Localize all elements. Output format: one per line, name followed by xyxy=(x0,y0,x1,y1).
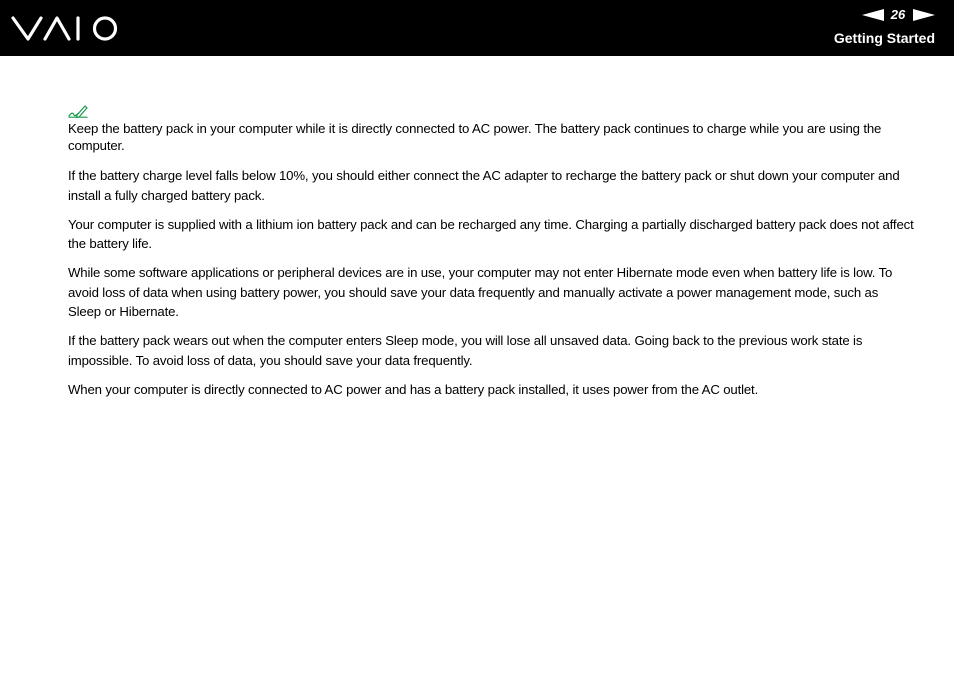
section-title: Getting Started xyxy=(833,30,935,46)
page-body xyxy=(68,104,914,409)
body-paragraph: Your computer is supplied with a lithium ion battery pack and can be recharged any time. Charging a partially discharged battery pack does not affect the battery life. xyxy=(68,216,914,251)
body-paragraph: If the battery pack wears out when the computer enters Sleep mode, you will lose all unsaved data. Going back to the previous work state is impossible. To avoid loss of data, you should save your data frequently. xyxy=(68,333,863,368)
note-paragraph: Keep the battery pack in your computer while it is directly connected to AC power. The battery pack continues to charge while you are using the computer. xyxy=(68,121,882,153)
body-paragraph: When your computer is directly connected to AC power and has a battery pack installed, it uses power from the AC outlet. xyxy=(68,381,759,397)
page-number: 26 xyxy=(890,7,906,22)
note-pen-icon xyxy=(68,104,88,118)
body-paragraph: If the battery charge level falls below 10%, you should either connect the AC adapter to recharge the battery pack or shut down your computer and install a fully charged battery pack. xyxy=(68,168,900,203)
arrow-right-icon[interactable] xyxy=(913,9,935,21)
arrow-left-icon[interactable] xyxy=(862,9,884,21)
body-paragraph: While some software applications or peripheral devices are in use, your computer may not enter Hibernate mode even when battery life is low. To avoid loss of data when using battery power, you should save your data frequently and manually activate a power management mode, such as Sleep or Hibernate. xyxy=(68,265,893,319)
page-header xyxy=(0,0,954,56)
vaio-logo xyxy=(11,15,121,42)
